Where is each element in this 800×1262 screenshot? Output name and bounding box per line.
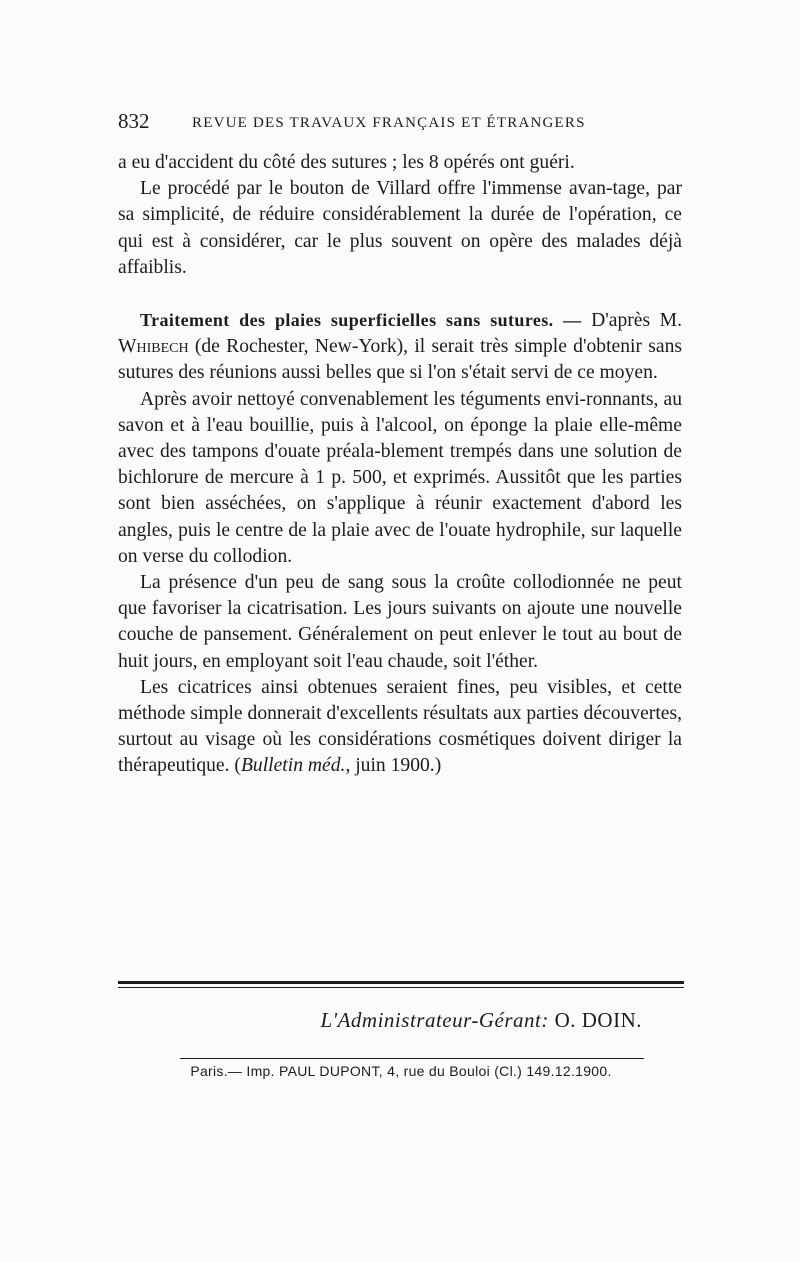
paragraph-3-intro: D'après M. [591, 310, 683, 332]
page-header [118, 109, 684, 139]
paragraph-6-text: Les cicatrices ainsi obtenues seraient fines, peu visibles, et cette méthode simple donnerait d'excellents résultats aux parties découvertes, surtout au visage où les considérations cosmétiques doivent diriger la thérapeutique. ( [118, 676, 682, 777]
printer-imprint: Paris.— Imp. PAUL DUPONT, 4, rue du Bouloi (Cl.) 149.12.1900. [190, 1063, 612, 1079]
signature-role: L'Administrateur-Gérant: [320, 1008, 549, 1032]
paragraph-4: Après avoir nettoyé convenablement les téguments envi-ronnants, au savon et à l'eau bouillie, puis à l'alcool, on éponge la plaie elle-même avec des tampons d'ouate préala-blement trempés dans une solution de bichlorure de mercure à 1 p. 500, et exprimés. Aussitôt que les parties sont bien asséchées, on s'applique à réunir exactement d'abord les angles, puis le centre de la plaie avec de l'ouate hydrophile, sur laquelle on verse du collodion. [118, 388, 682, 567]
divider-thick [118, 981, 684, 984]
signature-line [118, 1008, 642, 1033]
imprint-divider [180, 1058, 644, 1059]
page-number: 832 [118, 109, 150, 133]
paragraph-2: Le procédé par le bouton de Villard offre l'immense avan-tage, par sa simplicité, de réduire considérablement la durée de l'opération, ce qui est à considérer, car le plus souvent on opère des malades déjà affaiblis. [118, 178, 682, 278]
article-body [118, 150, 682, 780]
paragraph-3-rest: (de Rochester, New-York), il serait très simple d'obtenir sans sutures des réunions aussi belles que si l'on s'était servi de ce moyen. [118, 336, 682, 384]
paragraph-6-end: , juin 1900.) [345, 755, 442, 777]
paragraph-6 [118, 675, 682, 780]
section-gap [118, 281, 682, 307]
paragraph-1: a eu d'accident du côté des sutures ; les 8 opérés ont guéri. [118, 152, 575, 173]
paragraph-3 [118, 307, 682, 387]
author-name: Whibech [118, 336, 189, 358]
paragraph-5: La présence d'un peu de sang sous la croûte collodionnée ne peut que favoriser la cicatrisation. Les jours suivants on ajoute une nouvelle couche de pansement. Généralement on peut enlever le tout au bout de huit jours, en employant soit l'eau chaude, soit l'éther. [118, 572, 682, 672]
divider-thin [118, 987, 684, 988]
source-citation: Bulletin méd. [240, 755, 346, 777]
section-title: Traitement des plaies superficielles sans sutures. — [140, 310, 582, 331]
signature-name: O. DOIN. [554, 1008, 642, 1032]
running-title: REVUE DES TRAVAUX FRANÇAIS ET ÉTRANGERS [192, 115, 586, 131]
